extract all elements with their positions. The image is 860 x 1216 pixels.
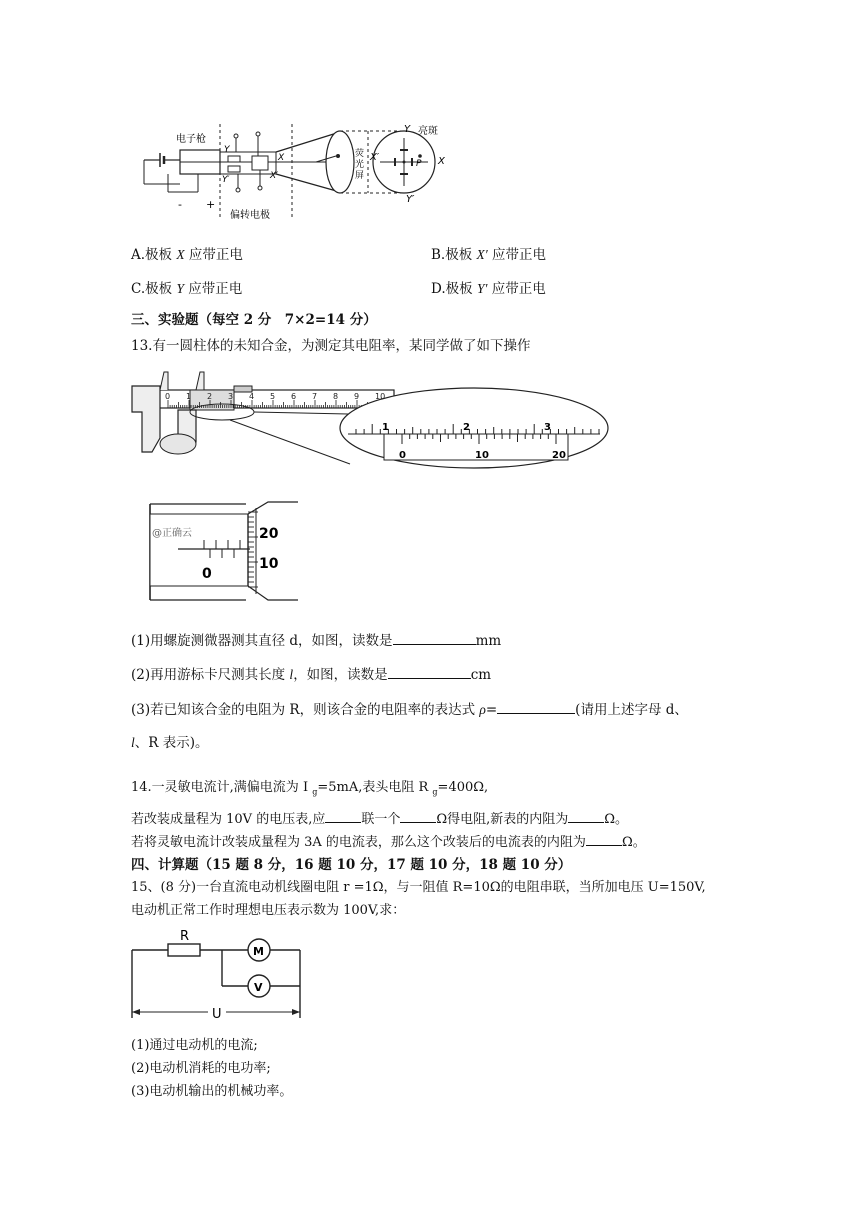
end-xp-label: X′ xyxy=(370,152,380,163)
q13-part2: (2)再用游标卡尺测其长度 l，如图，读数是 cm xyxy=(131,667,492,683)
main-scale-label: 4 xyxy=(249,392,255,401)
q15-part1: (1)通过电动机的电流; xyxy=(131,1038,258,1053)
main-scale-label: 10 xyxy=(375,392,386,401)
micrometer-watermark: @正确云 xyxy=(152,528,192,539)
main-scale-label: 2 xyxy=(207,392,213,401)
q13-part3: (3)若已知该合金的电阻为 R，则该合金的电阻率的表达式 ρ= (请用上述字母 d、 xyxy=(131,702,688,718)
plate-x-label: X xyxy=(278,153,285,163)
plates-label: 偏转电极 xyxy=(230,210,270,221)
answer-blank[interactable] xyxy=(325,809,361,823)
micrometer-zero: 0 xyxy=(202,566,212,582)
q15-part3: (3)电动机输出的机械功率。 xyxy=(131,1084,293,1099)
option-d: D.极板 Y′ 应带正电 xyxy=(431,281,546,297)
option-b: B.极板 X′ 应带正电 xyxy=(431,247,547,263)
section-4-heading: 四、计算题（15 题 8 分，16 题 10 分，17 题 10 分，18 题 10 分） xyxy=(131,857,572,873)
plus-label: + xyxy=(206,198,216,211)
q13-part1: (1)用螺旋测微器测其直径 d，如图，读数是 mm xyxy=(131,633,502,649)
zoom-vernier-label-0: 0 xyxy=(399,450,406,461)
section-3-heading: 三、实验题（每空 2 分 7×2=14 分） xyxy=(131,312,377,328)
end-yp-label: Y′ xyxy=(406,194,415,205)
voltage-label: U xyxy=(212,1007,222,1022)
q15-part2: (2)电动机消耗的电功率; xyxy=(131,1061,271,1076)
thimble-label-10: 10 xyxy=(259,556,279,572)
main-scale-label: 7 xyxy=(312,392,318,401)
option-c: C.极板 Y 应带正电 xyxy=(131,281,243,297)
zoom-vernier-label-20: 20 xyxy=(552,450,566,461)
q15-line2: 电动机正常工作时理想电压表示数为 100V,求： xyxy=(131,903,406,918)
crt-figure xyxy=(140,120,470,225)
zoom-main-label-1: 1 xyxy=(382,422,389,433)
main-scale-label: 5 xyxy=(270,392,276,401)
zoom-main-label-3: 3 xyxy=(544,422,551,433)
answer-blank[interactable] xyxy=(497,700,575,714)
answer-blank[interactable] xyxy=(586,832,622,846)
minus-label: - xyxy=(178,198,182,211)
voltmeter-label: V xyxy=(254,981,263,994)
answer-blank[interactable] xyxy=(568,809,604,823)
q13-part3-cont: l、R 表示)。 xyxy=(131,735,209,751)
plate-yp-label: Y′ xyxy=(222,175,230,185)
end-x-label: X xyxy=(438,156,445,167)
spot-label: 亮斑 xyxy=(418,126,438,137)
screen-char-3: 屏 xyxy=(355,171,365,181)
question-13: 13.有一圆柱体的未知合金，为测定其电阻率，某同学做了如下操作 xyxy=(131,338,531,354)
screen-char-2: 光 xyxy=(355,160,365,170)
q14-line1: 14.一灵敏电流计,满偏电流为 I $_g$=5mA,表头电阻 R $_g$=400Ω, xyxy=(131,780,489,797)
micrometer-figure xyxy=(138,498,304,606)
motor-label: M xyxy=(253,945,264,958)
screen-char-1: 荧 xyxy=(355,149,365,159)
plate-y-label: Y xyxy=(224,145,230,155)
thimble-label-20: 20 xyxy=(259,526,279,542)
answer-blank[interactable] xyxy=(388,665,471,679)
plate-xp-label: X′ xyxy=(270,171,279,181)
answer-blank[interactable] xyxy=(393,631,476,645)
zoom-vernier-label-10: 10 xyxy=(475,450,489,461)
main-scale-label: 9 xyxy=(354,392,360,401)
main-scale-label: 8 xyxy=(333,392,339,401)
q15-line1: 15、(8 分)一台直流电动机线圈电阻 r =1Ω，与一阻值 R=10Ω的电阻串联，当所加电压 U=150V, xyxy=(131,880,706,895)
gun-label: 电子枪 xyxy=(176,134,206,145)
q14-line2: 若改装成量程为 10V 的电压表,应 联一个 Ω得电阻,新表的内阻为 Ω。 xyxy=(131,809,628,829)
circuit-figure xyxy=(128,928,308,1024)
zoom-main-label-2: 2 xyxy=(463,422,470,433)
q14-line3: 若将灵敏电流计改装成量程为 3A 的电流表，那么这个改装后的电流表的内阻为 Ω。 xyxy=(131,832,646,852)
main-scale-label: 3 xyxy=(228,392,234,401)
option-a: A.极板 X 应带正电 xyxy=(131,247,243,263)
vernier-caliper-figure xyxy=(130,368,615,472)
end-y-label: Y xyxy=(404,124,411,135)
main-scale-label: 1 xyxy=(186,392,192,401)
main-scale-label: 0 xyxy=(165,392,171,401)
answer-blank[interactable] xyxy=(400,809,436,823)
end-p-label: P xyxy=(416,159,422,169)
main-scale-label: 6 xyxy=(291,392,297,401)
resistor-label: R xyxy=(180,929,190,944)
